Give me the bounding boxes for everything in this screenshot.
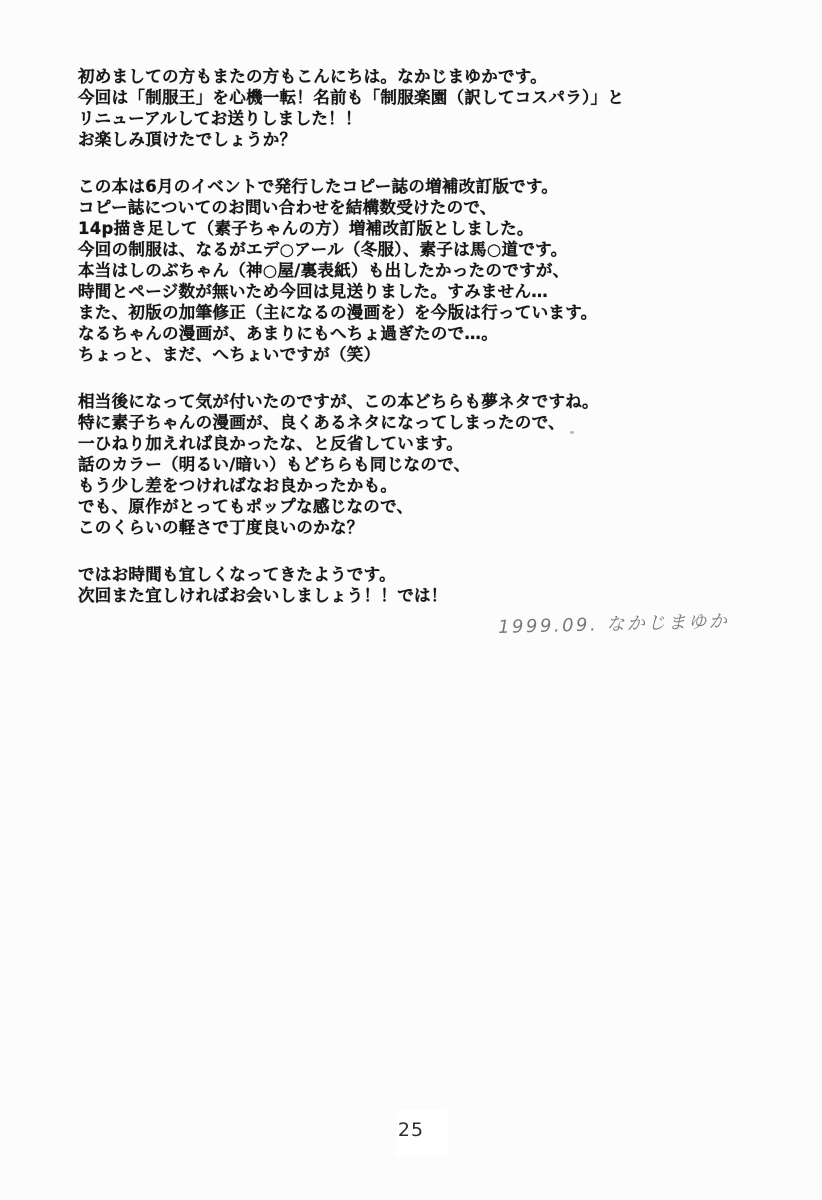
text-line: リニューアルしてお送りしました！！ xyxy=(78,109,362,128)
text-line: 時間とページ数が無いため今回は見送りました。すみません… xyxy=(78,282,549,301)
paragraph xyxy=(78,391,624,538)
text-line: 話のカラー（明るい/暗い）もどちらも同じなので、 xyxy=(78,455,471,474)
text-line: もう少し差をつければなお良かったかも。 xyxy=(78,476,398,495)
text-line: 今回の制服は、なるがエデ○アール（冬服）、素子は馬○道です。 xyxy=(78,240,568,259)
text-line: でも、原作がとってもポップな感じなので、 xyxy=(78,497,414,516)
text-line: 今回は「制服王」を心機一転！名前も「制服楽園（訳してコスパラ）」と xyxy=(78,88,625,107)
text-line: ちょっと、まだ、へちょいですが（笑） xyxy=(78,345,381,364)
paragraph xyxy=(78,176,624,365)
afterword-text-block xyxy=(78,66,624,632)
text-line: このくらいの軽さで丁度良いのかな？ xyxy=(78,518,364,537)
text-line: 一ひねり加えれば良かったな、と反省しています。 xyxy=(78,434,464,453)
text-line: コピー誌についてのお問い合わせを結構数受けたので、 xyxy=(78,198,497,217)
paragraph xyxy=(78,66,624,150)
text-line: 相当後になって気が付いたのですが、この本どちらも夢ネタですね。 xyxy=(78,392,599,411)
scan-artifact-dot xyxy=(570,431,574,434)
text-line: 特に素子ちゃんの漫画が、良くあるネタになってしまったので、 xyxy=(78,413,565,432)
author-signature: 1999.09. なかじまゆか xyxy=(497,610,730,639)
text-line: ではお時間も宜しくなってきたようです。 xyxy=(78,565,396,584)
paragraph xyxy=(78,564,624,606)
text-line: 14p描き足して（素子ちゃんの方）増補改訂版としました。 xyxy=(78,219,534,238)
text-line: 初めましての方もまたの方もこんにちは。なかじまゆかです。 xyxy=(78,67,548,86)
text-line: なるちゃんの漫画が、あまりにもへちょ過ぎたので…。 xyxy=(78,324,498,343)
text-line: 本当はしのぶちゃん（神○屋/裏表紙）も出したかったのですが、 xyxy=(78,261,570,280)
text-line: お楽しみ頂けたでしょうか？ xyxy=(78,130,297,149)
text-line: 次回また宜しければお会いしましょう！！では！ xyxy=(78,586,448,605)
page-number: 25 xyxy=(397,1119,425,1141)
text-line: また、初版の加筆修正（主になるの漫画を）を今版は行っています。 xyxy=(78,303,598,322)
text-line: この本は6月のイベントで発行したコピー誌の増補改訂版です。 xyxy=(78,177,559,196)
